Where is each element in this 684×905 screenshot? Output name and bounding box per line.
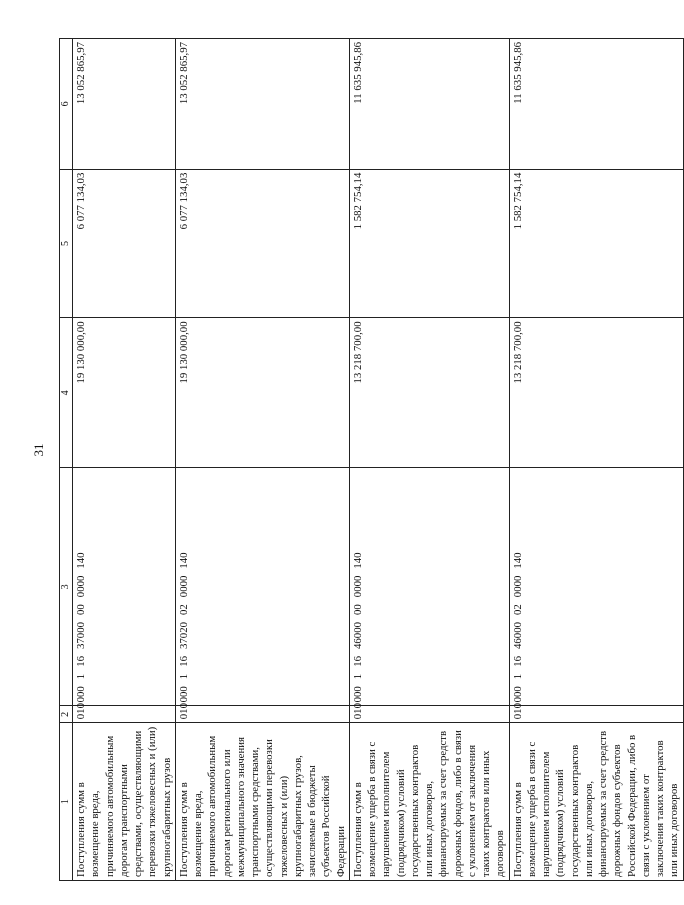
approved-amount: 19 130 000,00 bbox=[175, 318, 349, 468]
executed-amount: 1 582 754,14 bbox=[509, 169, 683, 318]
table-row bbox=[175, 39, 349, 881]
approved-amount: 19 130 000,00 bbox=[73, 318, 176, 468]
row-description: Поступления сумм в возмещение вреда, причиняемого автомобильным дорогам регионального или межмуниципального значения транспортными средствами, осуществляющими перевозки тяжеловесных и (или) крупногабаритных грузов, зачисляемые в бюджеты субъектов Российской Федерации bbox=[175, 723, 349, 881]
line-code: 010 bbox=[175, 706, 349, 723]
unexecuted-amount: 13 052 865,97 bbox=[175, 39, 349, 170]
column-number: 6 bbox=[60, 39, 73, 170]
row-description: Поступления сумм в возмещение ущерба в связи с нарушением исполнителем (подрядчиком) условий государственных контрактов или иных договоров, финансируемых за счет средств дорожных фондов субъектов Российской Федерации, либо в связи с уклонением от заключения таких контрактов или иных договоров bbox=[509, 723, 683, 881]
budget-classification-code: 00011646000020000140 bbox=[509, 468, 683, 706]
column-number: 4 bbox=[60, 318, 73, 468]
row-description: Поступления сумм в возмещение ущерба в связи с нарушением исполнителем (подрядчиком) условий государственных контрактов или иных договоров, финансируемых за счет средств дорожных фондов, либо в связи с уклонением от заключения таких контрактов или иных договоров bbox=[349, 723, 509, 881]
executed-amount: 1 582 754,14 bbox=[349, 169, 509, 318]
page-number: 31 bbox=[31, 443, 46, 457]
column-number: 2 bbox=[60, 706, 73, 723]
budget-table bbox=[59, 38, 684, 881]
executed-amount: 6 077 134,03 bbox=[175, 169, 349, 318]
unexecuted-amount: 13 052 865,97 bbox=[73, 39, 176, 170]
unexecuted-amount: 11 635 945,86 bbox=[509, 39, 683, 170]
approved-amount: 13 218 700,00 bbox=[349, 318, 509, 468]
column-number: 1 bbox=[60, 723, 73, 881]
table-row bbox=[73, 39, 176, 881]
column-number: 3 bbox=[60, 468, 73, 706]
column-numbers-row bbox=[60, 39, 73, 881]
approved-amount: 13 218 700,00 bbox=[509, 318, 683, 468]
column-number: 5 bbox=[60, 169, 73, 318]
executed-amount: 6 077 134,03 bbox=[73, 169, 176, 318]
budget-classification-code: 00011637000000000140 bbox=[73, 468, 176, 706]
rotated-table-container bbox=[59, 38, 681, 881]
line-code: 010 bbox=[349, 706, 509, 723]
row-description: Поступления сумм в возмещение вреда, причиняемого автомобильным дорогам транспортными средствами, осуществляющими перевозки тяжеловесных и (или) крупногабаритных грузов bbox=[73, 723, 176, 881]
line-code: 010 bbox=[509, 706, 683, 723]
table-row bbox=[349, 39, 509, 881]
line-code: 010 bbox=[73, 706, 176, 723]
table-row bbox=[509, 39, 683, 881]
unexecuted-amount: 11 635 945,86 bbox=[349, 39, 509, 170]
budget-classification-code: 00011646000000000140 bbox=[349, 468, 509, 706]
budget-classification-code: 00011637020020000140 bbox=[175, 468, 349, 706]
